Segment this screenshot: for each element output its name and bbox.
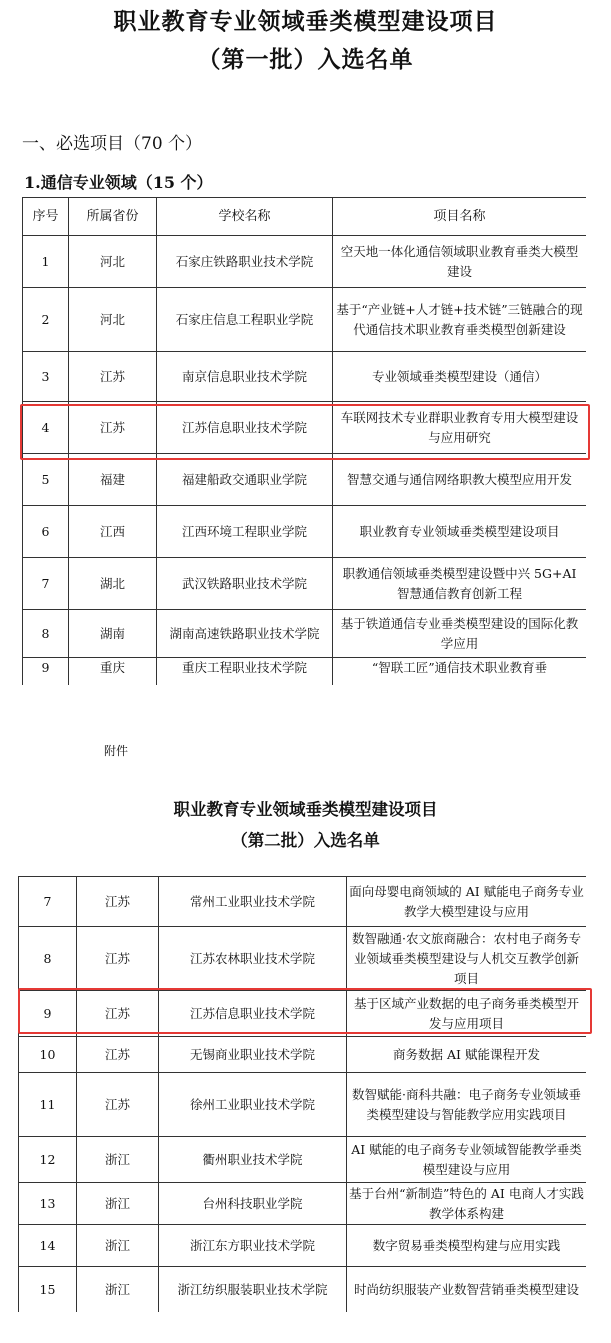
- cell-project: 基于台州“新制造”特色的 AI 电商人才实践教学体系构建: [347, 1183, 587, 1225]
- doc1-title-line1: 职业教育专业领域垂类模型建设项目: [113, 9, 498, 35]
- table-row: [23, 352, 587, 402]
- cell-province: 湖北: [69, 558, 157, 610]
- cell-school: 福建船政交通职业学院: [157, 454, 333, 506]
- cell-province: 河北: [69, 288, 157, 352]
- table-row: [19, 1267, 587, 1313]
- cell-school: 徐州工业职业技术学院: [159, 1073, 347, 1137]
- cell-no: 12: [19, 1137, 77, 1183]
- cell-project: 数字贸易垂类模型构建与应用实践: [347, 1225, 587, 1267]
- cell-no: 1: [23, 236, 69, 288]
- cell-province: 重庆: [69, 658, 157, 686]
- header-school: 学校名称: [157, 198, 333, 236]
- table-row: [23, 402, 587, 454]
- cell-no: 5: [23, 454, 69, 506]
- cell-school: 南京信息职业技术学院: [157, 352, 333, 402]
- table-row: [19, 877, 587, 927]
- cell-school: 石家庄信息工程职业学院: [157, 288, 333, 352]
- cell-no: 13: [19, 1183, 77, 1225]
- cell-school: 台州科技职业学院: [159, 1183, 347, 1225]
- doc1-subsection-heading: 1.通信专业领域（15 个）: [24, 173, 213, 192]
- doc2-annex-label: 附件: [104, 744, 129, 758]
- cell-project: 职教通信领域垂类模型建设暨中兴 5G+AI 智慧通信教育创新工程: [333, 558, 587, 610]
- cell-project: 基于铁道通信专业垂类模型建设的国际化教学应用: [333, 610, 587, 658]
- cell-province: 江苏: [77, 991, 159, 1037]
- cell-school: 武汉铁路职业技术学院: [157, 558, 333, 610]
- cell-project: AI 赋能的电子商务专业领域智能教学垂类模型建设与应用: [347, 1137, 587, 1183]
- table-row: [23, 506, 587, 558]
- cell-school: 江苏农林职业技术学院: [159, 927, 347, 991]
- table-row: [19, 1225, 587, 1267]
- cell-project: 商务数据 AI 赋能课程开发: [347, 1037, 587, 1073]
- table-row: [23, 610, 587, 658]
- cell-school: 石家庄铁路职业技术学院: [157, 236, 333, 288]
- cell-province: 江苏: [69, 402, 157, 454]
- cell-no: 14: [19, 1225, 77, 1267]
- cell-school: 江西环境工程职业学院: [157, 506, 333, 558]
- cell-project: 数智赋能·商科共融：电子商务专业领域垂类模型建设与智能教学应用实践项目: [347, 1073, 587, 1137]
- cell-school: 重庆工程职业技术学院: [157, 658, 333, 686]
- table-row: [23, 658, 587, 686]
- cell-province: 浙江: [77, 1137, 159, 1183]
- cell-project: “智联工匠”通信技术职业教育垂: [333, 658, 587, 686]
- cell-province: 江苏: [77, 1073, 159, 1137]
- header-province: 所属省份: [69, 198, 157, 236]
- doc1-header-row: [23, 198, 587, 236]
- cell-province: 浙江: [77, 1183, 159, 1225]
- table-row: [23, 454, 587, 506]
- cell-no: 4: [23, 402, 69, 454]
- cell-project: 车联网技术专业群职业教育专用大模型建设与应用研究: [333, 402, 587, 454]
- cell-project: 时尚纺织服装产业数智营销垂类模型建设: [347, 1267, 587, 1313]
- cell-province: 浙江: [77, 1267, 159, 1313]
- cell-project: 空天地一体化通信领域职业教育垂类大模型建设: [333, 236, 587, 288]
- cell-school: 湖南高速铁路职业技术学院: [157, 610, 333, 658]
- table-row: [19, 1073, 587, 1137]
- cell-province: 江苏: [77, 1037, 159, 1073]
- cell-no: 6: [23, 506, 69, 558]
- cell-school: 江苏信息职业技术学院: [157, 402, 333, 454]
- cell-project: 智慧交通与通信网络职教大模型应用开发: [333, 454, 587, 506]
- cell-no: 3: [23, 352, 69, 402]
- doc1-title-line2: （第一批）入选名单: [197, 47, 414, 73]
- table-row: [19, 1183, 587, 1225]
- cell-no: 9: [19, 991, 77, 1037]
- doc2-title-line1: 职业教育专业领域垂类模型建设项目: [173, 800, 438, 819]
- cell-project: 专业领域垂类模型建设（通信）: [333, 352, 587, 402]
- cell-no: 8: [23, 610, 69, 658]
- cell-project: 数智融通·农文旅商融合：农村电子商务专业领域垂类模型建设与人机交互教学创新项目: [347, 927, 587, 991]
- table-row: [19, 1037, 587, 1073]
- cell-school: 江苏信息职业技术学院: [159, 991, 347, 1037]
- table-row: [23, 288, 587, 352]
- cell-school: 常州工业职业技术学院: [159, 877, 347, 927]
- cell-school: 衢州职业技术学院: [159, 1137, 347, 1183]
- cell-province: 江西: [69, 506, 157, 558]
- cell-province: 江苏: [69, 352, 157, 402]
- doc1-table-clip: [22, 197, 586, 685]
- doc1-section-heading: 一、必选项目（70 个）: [22, 134, 203, 154]
- cell-project: 基于区域产业数据的电子商务垂类模型开发与应用项目: [347, 991, 587, 1037]
- table-row: [19, 991, 587, 1037]
- cell-province: 浙江: [77, 1225, 159, 1267]
- table-row: [23, 558, 587, 610]
- table-row: [19, 927, 587, 991]
- cell-province: 江苏: [77, 877, 159, 927]
- cell-project: 基于“产业链+人才链+技术链”三链融合的现代通信技术职业教育垂类模型创新建设: [333, 288, 587, 352]
- cell-province: 河北: [69, 236, 157, 288]
- table-row: [19, 1137, 587, 1183]
- cell-province: 江苏: [77, 927, 159, 991]
- cell-project: 职业教育专业领域垂类模型建设项目: [333, 506, 587, 558]
- cell-no: 7: [19, 877, 77, 927]
- doc2-table-clip: [18, 876, 586, 1312]
- doc2-title-line2: （第二批）入选名单: [231, 831, 380, 850]
- cell-no: 2: [23, 288, 69, 352]
- doc1-table: [22, 197, 586, 685]
- cell-no: 9: [23, 658, 69, 686]
- cell-no: 15: [19, 1267, 77, 1313]
- header-project: 项目名称: [333, 198, 587, 236]
- cell-project: 面向母婴电商领域的 AI 赋能电子商务专业教学大模型建设与应用: [347, 877, 587, 927]
- cell-no: 11: [19, 1073, 77, 1137]
- doc2-table: [18, 876, 586, 1312]
- cell-no: 7: [23, 558, 69, 610]
- cell-no: 10: [19, 1037, 77, 1073]
- cell-no: 8: [19, 927, 77, 991]
- table-row: [23, 236, 587, 288]
- header-no: 序号: [23, 198, 69, 236]
- cell-province: 湖南: [69, 610, 157, 658]
- cell-school: 浙江东方职业技术学院: [159, 1225, 347, 1267]
- cell-school: 浙江纺织服装职业技术学院: [159, 1267, 347, 1313]
- cell-school: 无锡商业职业技术学院: [159, 1037, 347, 1073]
- cell-province: 福建: [69, 454, 157, 506]
